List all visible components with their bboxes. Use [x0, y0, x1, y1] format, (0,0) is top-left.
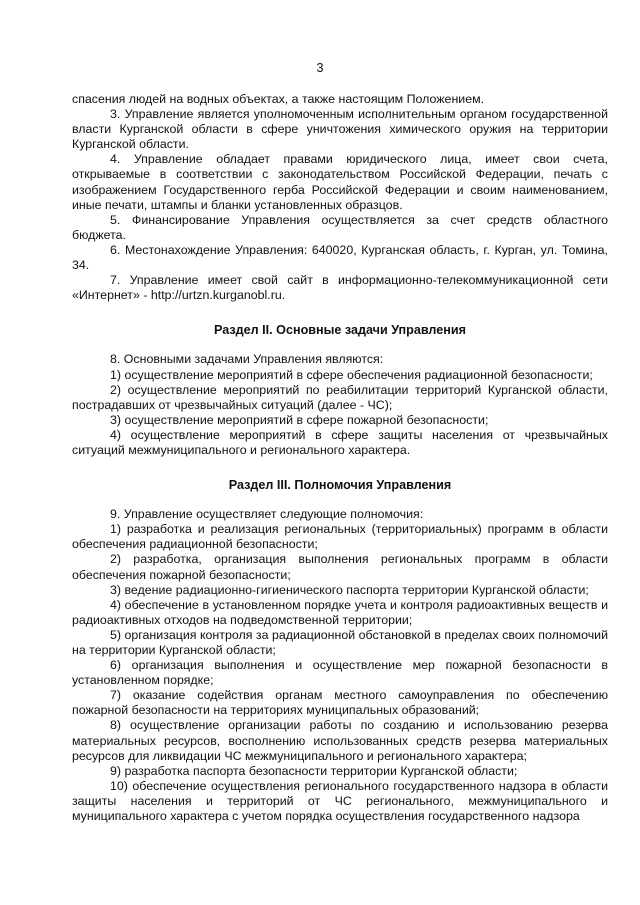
section-3-item: 10) обеспечение осуществления регионального государственного надзора в области защиты населения и территорий от ЧС регионального, межмуниципального и муниципального характера с учетом порядка осуществления государственного надзора [72, 778, 608, 824]
paragraph-6: 6. Местонахождение Управления: 640020, Курганская область, г. Курган, ул. Томина, 34. [72, 242, 608, 273]
section-2-item: 4) осуществление мероприятий в сфере защиты населения от чрезвычайных ситуаций межмуниципального и регионального характера. [72, 427, 608, 457]
section-2-heading: Раздел II. Основные задачи Управления [214, 323, 466, 338]
paragraph-4: 4. Управление обладает правами юридического лица, имеет свои счета, открываемые в соответствии с законодательством Российской Федерации, печать с изображением Государственного герба Российской Федерации и своим наименованием, иные печати, штампы и бланки установленных образцов. [72, 152, 608, 212]
section-3-item: 1) разработка и реализация региональных (территориальных) программ в области обеспечения радиационной безопасности; [72, 522, 608, 552]
section-3-item: 2) разработка, организация выполнения региональных программ в области обеспечения пожарной безопасности; [72, 552, 608, 582]
section-2-item: 3) осуществление мероприятий в сфере пожарной безопасности; [110, 412, 489, 427]
section-3-item: 4) обеспечение в установленном порядке учета и контроля радиоактивных веществ и радиоактивных отходов на подведомственной территории; [72, 597, 608, 627]
paragraph-3: 3. Управление является уполномоченным исполнительным органом государственной власти Курганской области в сфере уничтожения химического оружия на территории Курганской области. [72, 107, 608, 152]
section-3-item: 7) оказание содействия органам местного самоуправления по обеспечению пожарной безопасности на территориях муниципальных образований; [72, 688, 608, 718]
section-2-item: 2) осуществление мероприятий по реабилитации территорий Курганской области, пострадавших от чрезвычайных ситуаций (далее - ЧС); [72, 382, 608, 412]
page-number: 3 [316, 61, 324, 75]
section-3-item: 6) организация выполнения и осуществление мер пожарной безопасности в установленном порядке; [72, 658, 608, 688]
section-3-item: 5) организация контроля за радиационной обстановкой в пределах своих полномочий на территории Курганской области; [72, 627, 608, 657]
section-3-item: 3) ведение радиационно-гигиенического паспорта территории Курганской области; [110, 582, 589, 597]
section-2-intro: 8. Основными задачами Управления являются: [110, 352, 384, 367]
document-body [72, 92, 608, 824]
section-3-intro: 9. Управление осуществляет следующие полномочия: [110, 507, 424, 522]
paragraph-7: 7. Управление имеет свой сайт в информационно-телекоммуникационной сети «Интернет» - http://urtzn.kurganobl.ru. [72, 273, 608, 303]
section-3-item: 8) осуществление организации работы по созданию и использованию резерва материальных ресурсов, восполнению использованных средств резерва материальных ресурсов для ликвидации ЧС межмуниципального и регионального характера; [72, 718, 608, 763]
paragraph-5: 5. Финансирование Управления осуществляется за счет средств областного бюджета. [72, 212, 608, 242]
section-3-item: 9) разработка паспорта безопасности территории Курганской области; [110, 763, 518, 778]
section-3-heading: Раздел III. Полномочия Управления [228, 478, 452, 493]
paragraph-continuation: спасения людей на водных объектах, а также настоящим Положением. [72, 92, 485, 106]
section-2-item: 1) осуществление мероприятий в сфере обеспечения радиационной безопасности; [110, 367, 593, 382]
